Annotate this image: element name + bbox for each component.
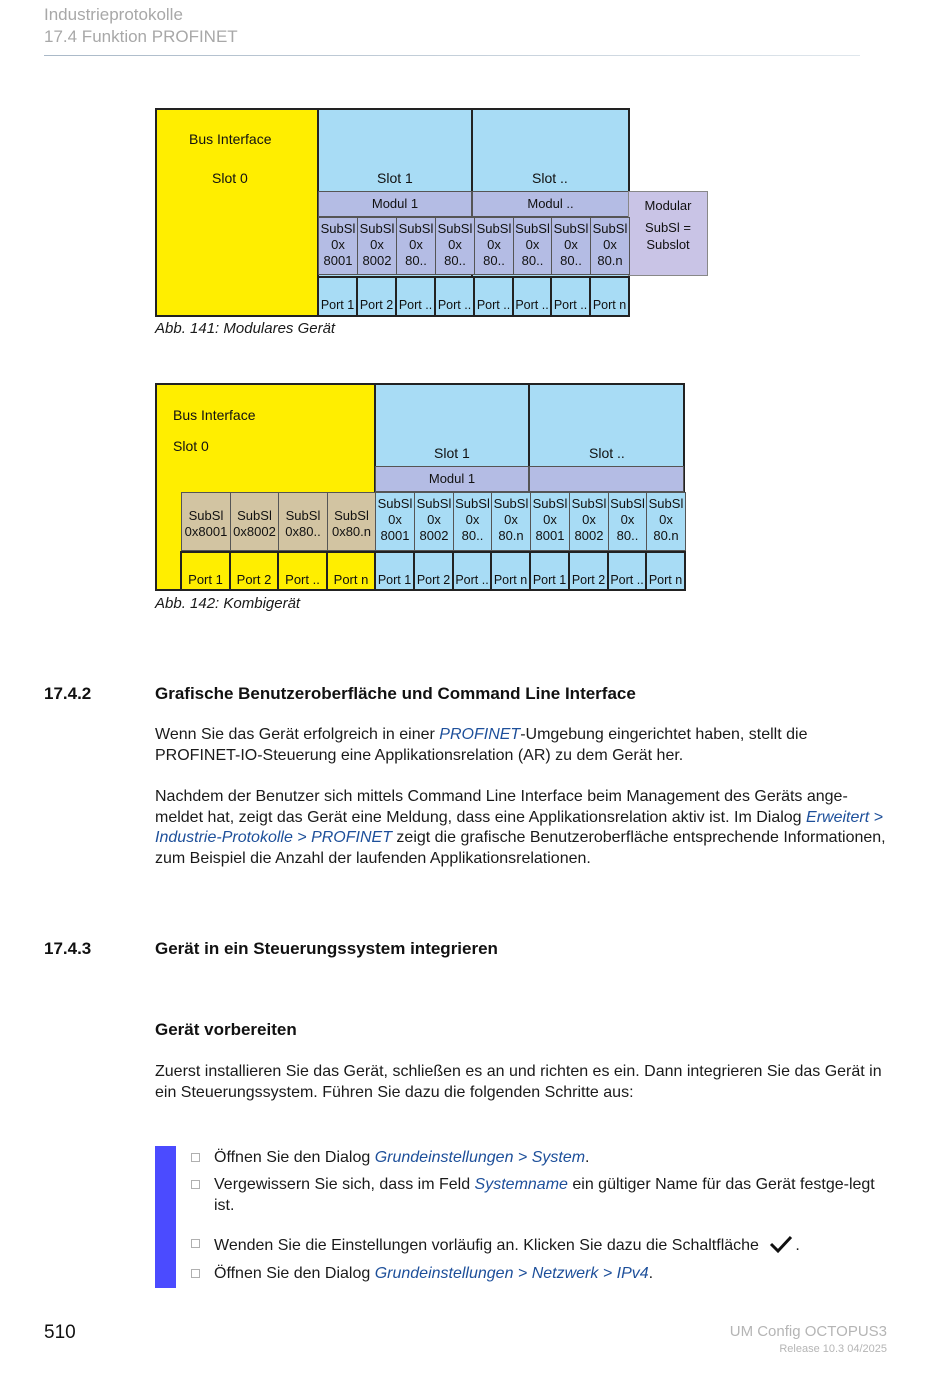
bus-interface-label-2: Bus Interface bbox=[173, 407, 256, 423]
subslot-text-l3: 80.. bbox=[405, 253, 427, 268]
p1-text-a: Wenn Sie das Gerät erfolgreich in einer bbox=[155, 726, 440, 743]
subslot-text-l1: SubSl bbox=[455, 496, 490, 511]
subslot-cell bbox=[375, 492, 415, 551]
port-cell: Port n bbox=[490, 551, 531, 591]
section-title-1742: Grafische Benutzeroberfläche und Command Line Interface bbox=[155, 684, 636, 703]
header-divider bbox=[44, 55, 860, 56]
subslot-text-l1: SubSl bbox=[437, 221, 473, 236]
step-checkbox-icon bbox=[191, 1239, 200, 1248]
step-checkbox-icon bbox=[191, 1153, 200, 1162]
section-number-1742: 17.4.2 bbox=[44, 684, 92, 703]
bus-subslot-cell bbox=[181, 492, 231, 551]
subslot-text-l2: 0x8002 bbox=[233, 524, 276, 539]
step-checkbox-icon bbox=[191, 1269, 200, 1278]
dialog-path-system[interactable]: Grundeinstellungen > System bbox=[374, 1149, 586, 1166]
subslot-cell bbox=[569, 492, 609, 551]
slot1-label-2: Slot 1 bbox=[434, 445, 470, 461]
subslot-text-l1: SubSl bbox=[648, 496, 684, 511]
running-header-chapter: Industrieprotokolle bbox=[44, 5, 183, 24]
bus-port-cell: Port n bbox=[326, 551, 376, 591]
instruction-bar bbox=[155, 1146, 176, 1288]
subslot-text-l3: 8002 bbox=[574, 528, 604, 543]
p1-text-b: -Umgebung eingerichtet haben, stellt die PROFINET-IO-Steuerung eine Applikationsrelation (AR) zu dem Gerät her. bbox=[155, 726, 808, 764]
subslot-cell bbox=[551, 217, 591, 275]
port-cell: Port n bbox=[645, 551, 686, 591]
subslot-text-l3: 80.n bbox=[498, 528, 524, 543]
subslot-text-l2: 0x bbox=[525, 237, 540, 252]
modul-empty-block-2 bbox=[529, 466, 684, 492]
port-cell: Port 1 bbox=[529, 551, 570, 591]
subslot-text-l3: 80.. bbox=[461, 528, 484, 543]
subslot-cell bbox=[318, 217, 358, 275]
subslot-text-l2: 0x80.. bbox=[285, 524, 321, 539]
subslot-text-l2: 0x bbox=[543, 512, 557, 527]
subslot-text-l1: SubSl bbox=[320, 221, 356, 236]
subslot-text-l1: SubSl bbox=[377, 496, 413, 511]
subslot-text-l3: 80.. bbox=[616, 528, 639, 543]
port-cell: Port 2 bbox=[413, 551, 454, 591]
subslot-text-l2: 0x bbox=[659, 512, 673, 527]
subslot-text-l2: 0x bbox=[448, 237, 462, 252]
subslot-text-l2: 0x bbox=[603, 237, 617, 252]
subslot-text-l2: 0x bbox=[487, 237, 501, 252]
field-systemname[interactable]: Systemname bbox=[474, 1176, 568, 1193]
slotx-label-2: Slot .. bbox=[589, 445, 625, 461]
subslot-cell bbox=[357, 217, 397, 275]
modul1-block-2: Modul 1 bbox=[375, 466, 529, 492]
slot0-label-2: Slot 0 bbox=[173, 438, 209, 454]
subslot-text-l2: 0x80.n bbox=[331, 524, 372, 539]
subslot-text-l1: SubSl bbox=[476, 221, 512, 236]
legend-box bbox=[628, 191, 708, 276]
subslot-text-l3: 80.n bbox=[597, 253, 623, 268]
port-cell: Port 2 bbox=[568, 551, 609, 591]
subslot-cell bbox=[396, 217, 436, 275]
port-cell: Port .. bbox=[550, 276, 591, 317]
subslot-text-l3: 80.. bbox=[521, 253, 544, 268]
subslot-text-l1: SubSl bbox=[285, 508, 321, 523]
bus-subslot-cell bbox=[278, 492, 328, 551]
subslot-cell bbox=[414, 492, 454, 551]
subslot-text-l2: 0x8001 bbox=[184, 524, 228, 539]
subslot-cell bbox=[491, 492, 531, 551]
bus-port-cell: Port .. bbox=[277, 551, 328, 591]
port-cell: Port .. bbox=[452, 551, 492, 591]
port-cell: Port .. bbox=[395, 276, 436, 317]
port-cell: Port .. bbox=[473, 276, 514, 317]
bus-subslot-cell bbox=[230, 492, 279, 551]
slotx-label: Slot .. bbox=[532, 170, 568, 186]
subslot-text-l2: 0x bbox=[564, 237, 578, 252]
subslot-text-l2: 0x bbox=[409, 237, 423, 252]
modulx-block: Modul .. bbox=[472, 191, 629, 217]
subslot-text-l2: 0x bbox=[582, 512, 596, 527]
bus-subslot-cell bbox=[327, 492, 376, 551]
section-number-1743: 17.4.3 bbox=[44, 939, 92, 958]
legend-title: Modular bbox=[644, 198, 692, 213]
checkmark-icon[interactable] bbox=[769, 1234, 793, 1261]
subslot-text-l3: 80.. bbox=[560, 253, 582, 268]
subslot-cell bbox=[608, 492, 647, 551]
legend-line1: SubSl = bbox=[645, 220, 691, 235]
subsection-title: Gerät vorbereiten bbox=[155, 1020, 297, 1039]
figure-caption-142: Abb. 142: Kombigerät bbox=[155, 595, 301, 612]
subslot-cell bbox=[453, 492, 492, 551]
footer-doc-title: UM Config OCTOPUS3 bbox=[729, 1323, 887, 1340]
subslot-cell bbox=[474, 217, 514, 275]
bus-port-cell: Port 2 bbox=[229, 551, 279, 591]
paragraph-cli bbox=[155, 787, 895, 869]
subslot-cell bbox=[646, 492, 686, 551]
subslot-text-l2: 0x bbox=[504, 512, 518, 527]
slot0-label: Slot 0 bbox=[212, 170, 248, 186]
subslot-text-l3: 8001 bbox=[380, 528, 410, 543]
port-cell: Port n bbox=[589, 276, 630, 317]
port-cell: Port 2 bbox=[356, 276, 397, 317]
dialog-path-profinet[interactable]: Erweitert > Industrie-Protokolle > PROFINET bbox=[155, 808, 883, 846]
subslot-text-l1: SubSl bbox=[592, 221, 628, 236]
subslot-text-l1: SubSl bbox=[237, 508, 272, 523]
p2-text-b: zeigt die grafische Benutzeroberfläche entsprechende Informationen, zum Beispiel die Anzahl der laufenden Applikationsrelationen. bbox=[155, 829, 886, 867]
subslot-text-l1: SubSl bbox=[334, 508, 369, 523]
legend-line2: Subslot bbox=[646, 237, 690, 252]
dialog-path-ipv4[interactable]: Grundeinstellungen > Netzwerk > IPv4 bbox=[374, 1265, 649, 1282]
port-cell: Port 1 bbox=[317, 276, 358, 317]
subslot-text-l3: 8002 bbox=[362, 253, 392, 268]
subslot-text-l1: SubSl bbox=[188, 508, 224, 523]
modul1-block: Modul 1 bbox=[318, 191, 472, 217]
profinet-link[interactable]: PROFINET bbox=[439, 726, 521, 743]
subslot-text-l1: SubSl bbox=[571, 496, 607, 511]
subslot-text-l1: SubSl bbox=[553, 221, 589, 236]
port-cell: Port .. bbox=[434, 276, 475, 317]
subslot-cell bbox=[513, 217, 552, 275]
subslot-text-l1: SubSl bbox=[398, 221, 434, 236]
subslot-text-l3: 8001 bbox=[323, 253, 353, 268]
port-cell: Port 1 bbox=[374, 551, 415, 591]
subslot-text-l3: 8001 bbox=[535, 528, 565, 543]
footer-release: Release 10.3 04/2025 bbox=[779, 1343, 887, 1355]
subslot-text-l2: 0x bbox=[620, 512, 635, 527]
subslot-text-l1: SubSl bbox=[610, 496, 645, 511]
step-2: Vergewissern Sie sich, dass im Feld Systemname ein gültiger Name für das Gerät festge-legt ist. bbox=[191, 1175, 891, 1217]
subslot-cell bbox=[590, 217, 630, 275]
subslot-cell bbox=[435, 217, 475, 275]
subslot-text-l2: 0x bbox=[370, 237, 384, 252]
subslot-text-l3: 80.. bbox=[483, 253, 505, 268]
port-cell: Port .. bbox=[512, 276, 552, 317]
paragraph-prepare: Zuerst installieren Sie das Gerät, schließen es an und richten es ein. Dann integrieren Sie das Gerät in ein Steuerungssystem. Führen Sie dazu die folgenden Schritte aus: bbox=[155, 1063, 882, 1101]
subslot-text-l1: SubSl bbox=[359, 221, 395, 236]
port-cell: Port .. bbox=[607, 551, 647, 591]
subslot-text-l3: 80.. bbox=[444, 253, 466, 268]
p2-text-a: Nachdem der Benutzer sich mittels Command Line Interface beim Management des Geräts ange-meldet hat, zeigt das Gerät eine Meldung, dass eine Applikationsrelation aktiv ist. Im Dialog bbox=[155, 788, 848, 826]
subslot-text-l2: 0x bbox=[427, 512, 441, 527]
bus-interface-label: Bus Interface bbox=[189, 131, 272, 147]
subslot-cell bbox=[530, 492, 570, 551]
paragraph-ar bbox=[155, 725, 895, 766]
subslot-text-l3: 80.n bbox=[653, 528, 679, 543]
subslot-text-l1: SubSl bbox=[515, 221, 550, 236]
subslot-text-l2: 0x bbox=[388, 512, 402, 527]
subslot-text-l1: SubSl bbox=[416, 496, 452, 511]
slot1-label: Slot 1 bbox=[377, 170, 413, 186]
running-header-section: 17.4 Funktion PROFINET bbox=[44, 27, 238, 46]
bus-port-cell: Port 1 bbox=[180, 551, 231, 591]
subslot-text-l1: SubSl bbox=[532, 496, 568, 511]
subslot-text-l2: 0x bbox=[331, 237, 345, 252]
subslot-text-l2: 0x bbox=[465, 512, 480, 527]
step-checkbox-icon bbox=[191, 1180, 200, 1189]
figure-caption-141: Abb. 141: Modulares Gerät bbox=[155, 320, 336, 337]
page-number: 510 bbox=[44, 1322, 76, 1343]
section-title-1743: Gerät in ein Steuerungssystem integrieren bbox=[155, 939, 498, 958]
subslot-text-l3: 8002 bbox=[419, 528, 449, 543]
subslot-text-l1: SubSl bbox=[493, 496, 529, 511]
